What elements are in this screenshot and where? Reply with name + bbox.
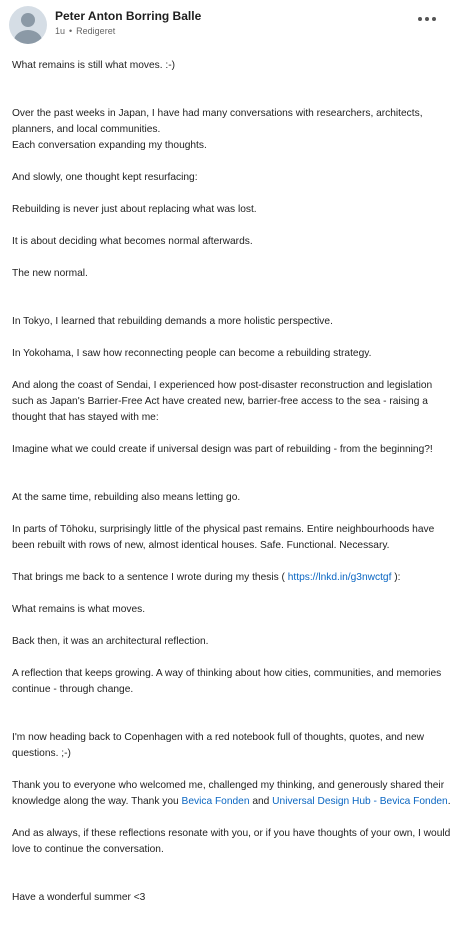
paragraph: Rebuilding is never just about replacing what was lost. bbox=[12, 204, 257, 215]
more-options-icon[interactable] bbox=[418, 10, 436, 28]
paragraph: Back then, it was an architectural reflection. bbox=[12, 636, 209, 647]
paragraph: Have a wonderful summer <3 bbox=[12, 892, 146, 903]
dot-icon bbox=[432, 17, 436, 21]
paragraph-text: and bbox=[249, 796, 273, 807]
paragraph: It is about deciding what becomes normal afterwards. bbox=[12, 236, 253, 247]
paragraph: Over the past weeks in Japan, I have had many conversations with researchers, architects, planners, and local communities. bbox=[12, 108, 423, 135]
thesis-link[interactable]: https://lnkd.in/g3nwctgf bbox=[287, 572, 392, 583]
paragraph: What remains is what moves. bbox=[12, 604, 146, 615]
paragraph: And along the coast of Sendai, I experienced how post-disaster reconstruction and legislation such as Japan's Barrier-Free Act have created new, barrier-free access to the sea - raising a thought that has stayed with me: bbox=[12, 380, 433, 423]
paragraph-text: ): bbox=[391, 572, 401, 583]
paragraph: I'm now heading back to Copenhagen with a red notebook full of thoughts, quotes, and new questions. ;-) bbox=[12, 732, 424, 759]
edited-label: Redigeret bbox=[76, 26, 116, 36]
dot-icon bbox=[418, 17, 422, 21]
paragraph-text: That brings me back to a sentence I wrote during my thesis ( bbox=[12, 572, 288, 583]
paragraph: At the same time, rebuilding also means letting go. bbox=[12, 492, 241, 503]
avatar-body-shape bbox=[14, 30, 42, 44]
avatar[interactable] bbox=[9, 6, 47, 44]
paragraph: In parts of Tōhoku, surprisingly little of the physical past remains. Entire neighbourhoods have been rebuilt with rows of new, almost identical houses. Safe. Functional. Necessary. bbox=[12, 524, 435, 551]
paragraph-text: Thank you to everyone who welcomed me, challenged my thinking, and generously shared their knowledge along the way. Thank you bbox=[12, 780, 445, 807]
paragraph: In Yokohama, I saw how reconnecting people can become a rebuilding strategy. bbox=[12, 348, 372, 359]
post-time: 1u bbox=[55, 26, 66, 36]
mention-bevica-fonden[interactable]: Bevica Fonden bbox=[181, 796, 250, 807]
paragraph bbox=[12, 570, 452, 586]
paragraph: The new normal. bbox=[12, 268, 88, 279]
post-meta bbox=[55, 26, 115, 36]
author-name[interactable]: Peter Anton Borring Balle bbox=[55, 9, 202, 23]
paragraph: In Tokyo, I learned that rebuilding demands a more holistic perspective. bbox=[12, 316, 333, 327]
post-body bbox=[12, 58, 452, 906]
post-header bbox=[0, 0, 460, 50]
paragraph: And as always, if these reflections resonate with you, or if you have thoughts of your own, I would love to continue the conversation. bbox=[12, 828, 451, 855]
avatar-head-shape bbox=[21, 13, 35, 27]
dot-icon bbox=[425, 17, 429, 21]
paragraph-text: . bbox=[447, 796, 451, 807]
paragraph: Each conversation expanding my thoughts. bbox=[12, 140, 207, 151]
paragraph: Imagine what we could create if universal design was part of rebuilding - from the beginning?! bbox=[12, 444, 433, 455]
paragraph: A reflection that keeps growing. A way of thinking about how cities, communities, and memories continue - through change. bbox=[12, 668, 442, 695]
paragraph: What remains is still what moves. :-) bbox=[12, 60, 176, 71]
paragraph: And slowly, one thought kept resurfacing: bbox=[12, 172, 198, 183]
mention-universal-design-hub[interactable]: Universal Design Hub - Bevica Fonden bbox=[272, 796, 448, 807]
meta-separator: • bbox=[69, 26, 73, 36]
paragraph bbox=[12, 778, 452, 810]
